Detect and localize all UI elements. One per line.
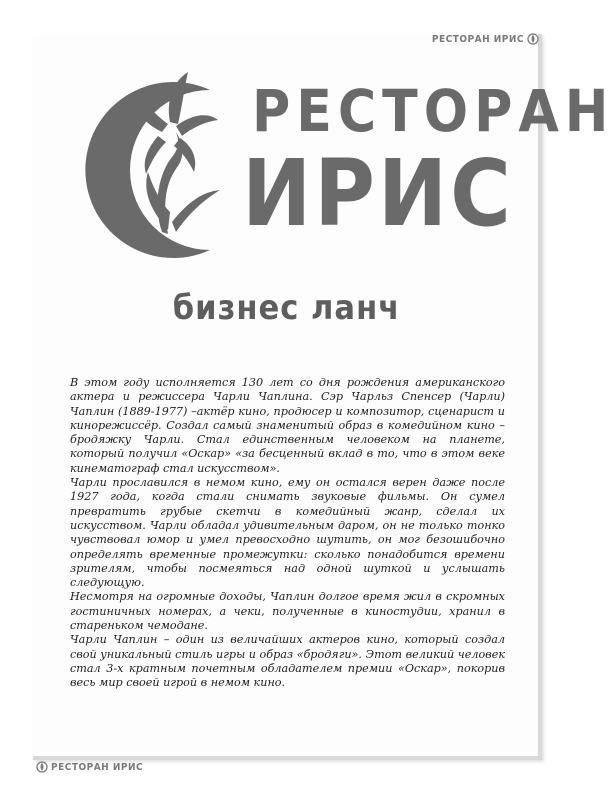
page-heading: бизнес ланч — [172, 288, 401, 328]
iris-flower-icon — [92, 62, 252, 262]
corner-brand-label: РЕСТОРАН ИРИС — [431, 33, 524, 45]
paragraph: В этом году исполняется 130 лет со дня рождения американского актера и режиссера Чарли Чаплина. Сэр Чарльз Спенсер (Чарли) Чаплин (1889-1977) –актёр кино, продюсер и композитор, сценарист и кинорежиссёр. Создал самый знаменитый образ в комедийном кино – бродяжку Чарли. Стал единственным человеком на планете, который получил «Оскар» «за бесценный вклад в то, что в этом веке кинематограф стал искусством». — [70, 376, 505, 475]
article-body — [70, 376, 505, 691]
restaurant-logo — [92, 62, 614, 272]
paragraph: Чарли прославился в немом кино, ему он остался верен даже после 1927 года, когда стали снимать звуковые фильмы. Он сумел превратить грубые скетчи в комедийный жанр, сделал их искусством. Чарли обладал удивительным даром, он не только тонко чувствовал юмор и умел превосходно шутить, он мог безошибочно определять временные промежутки: сколько понадобится времени зрителям, чтобы посмеяться над одной шуткой и услышать следующую. — [70, 476, 505, 590]
paragraph: Чарли Чаплин – один из величайших актеров кино, который создал свой уникальный стиль игры и образ «бродяги». Этот великий человек стал 3-х кратным почетным обладателем премии «Оскар», покорив весь мир своей игрой в немом кино. — [70, 633, 505, 690]
paragraph: Несмотря на огромные доходы, Чаплин долгое время жил в скромных гостиничных номерах, а чеки, полученные в киностудии, хранил в стареньком чемодане. — [70, 590, 505, 633]
corner-brand-label: РЕСТОРАН ИРИС — [51, 761, 144, 773]
logo-title-line2: ИРИС — [242, 140, 514, 247]
bottom-corner-brand — [36, 761, 143, 773]
small-iris-icon — [527, 33, 539, 45]
small-iris-icon — [36, 761, 48, 773]
logo-title-line1: РЕСТОРАН — [252, 77, 614, 145]
top-corner-brand — [432, 33, 539, 45]
